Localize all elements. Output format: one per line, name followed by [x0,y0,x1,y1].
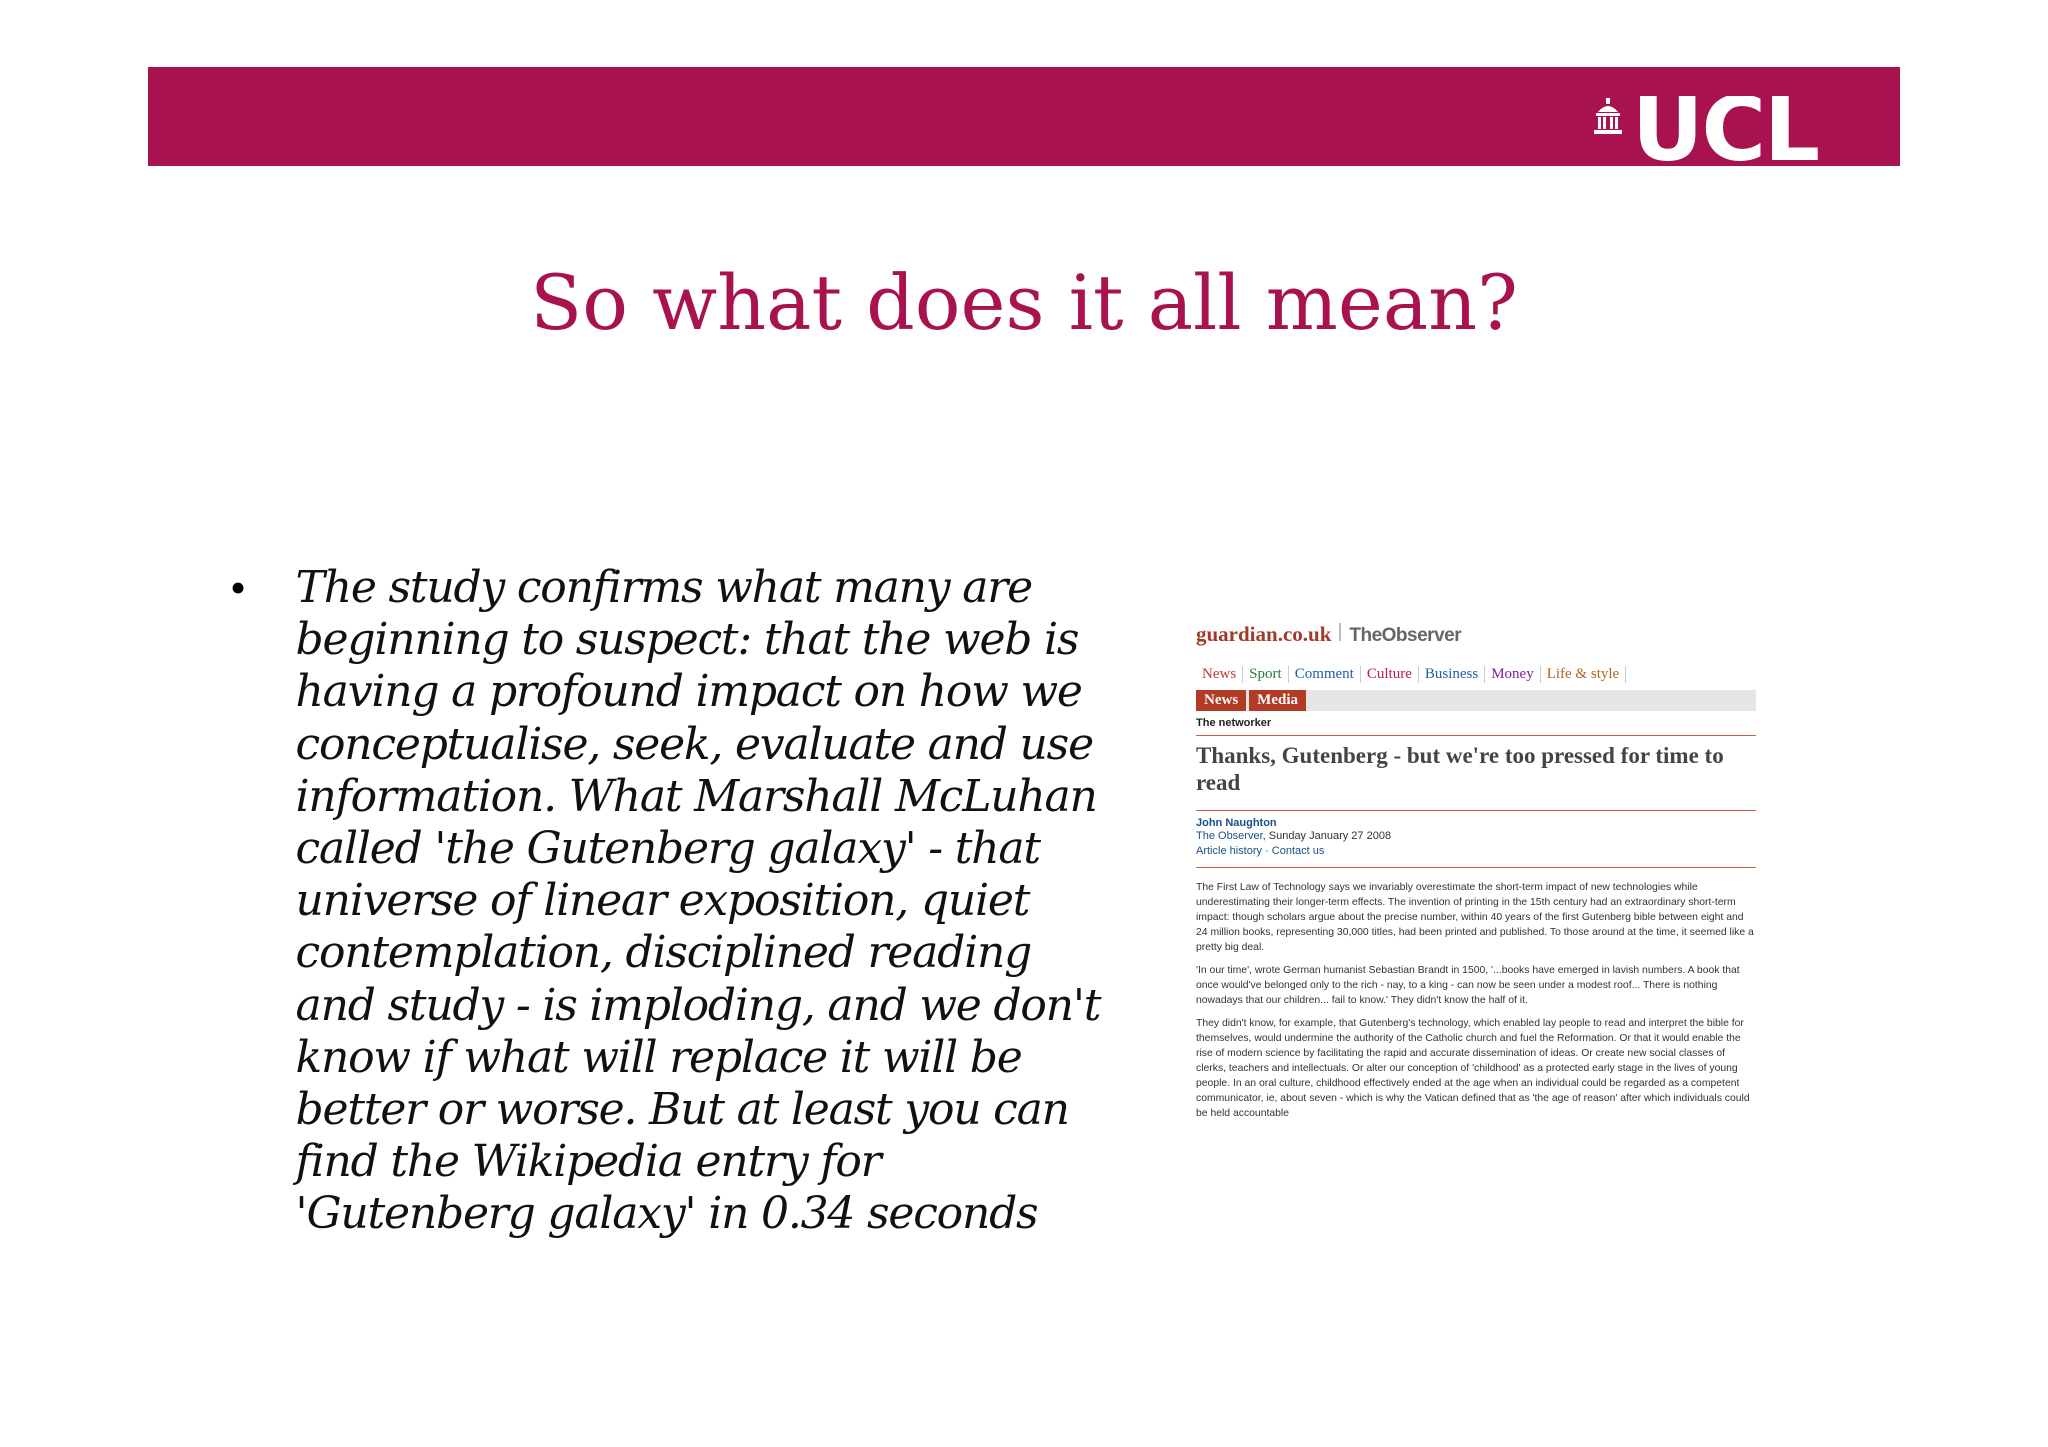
author: John Naughton [1196,817,1277,829]
logo-wordmark: UCL [1632,96,1819,164]
newspaper-clipping [1196,622,1756,1212]
article-headline: Thanks, Gutenberg - but we're too pressed for time to read [1196,743,1724,795]
section-nav [1196,666,1756,683]
paragraph: They didn't know, for example, that Gutenberg's technology, which enabled lay people to read and interpret the bible for themselves, would undermine the authority of the Catholic church and fuel the Reformation. Or that it would enable the rise of modern science by facilitating the rapid and accurate dissemination of ideas. Or create new social classes of clerks, teachers and intellectuals. Or alter our conception of 'childhood' as a protected early stage in the lives of young people. In an oral culture, childhood effectively ended at the age when an individual could be regarded as a competent communicator, ie, about seven - which is why the Vatican defined that as 'the age of reason' after which individuals could be held accountable [1196,1018,1750,1119]
breadcrumb [1196,690,1756,711]
nav-item: Life & style [1541,666,1626,683]
article-links: Article history · Contact us [1196,845,1325,857]
date: , Sunday January 27 2008 [1262,830,1392,842]
bullet-item [230,562,1110,1241]
divider [1196,735,1756,736]
breadcrumb-item: Media [1249,690,1306,711]
masthead-divider [1339,623,1341,641]
nav-item: Comment [1289,666,1361,683]
divider [1196,867,1756,868]
article-body [1196,880,1756,1121]
portico-icon [1590,98,1626,134]
nav-item: Culture [1361,666,1419,683]
site-name: guardian.co.uk [1196,622,1332,646]
bullet-text: The study confirms what many are beginning to suspect: that the web is having a profound impact on how we conceptualise, seek, evaluate and use information. What Marshall McLuhan called 'the Gutenberg galaxy' - that universe of linear exposition, quiet contemplation, disciplined reading and study - is imploding, and we don't know if what will replace it will be better or worse. But at least you can find the Wikipedia entry for 'Gutenberg galaxy' in 0.34 seconds [295,562,1101,1240]
paragraph: 'In our time', wrote German humanist Sebastian Brandt in 1500, '...books have emerged in lavish numbers. A book that once would've belonged only to the rich - nay, to a king - can now be seen under a modest roof... There is nothing nowadays that our children... fail to know.' They didn't know the half of it. [1196,965,1740,1006]
ucl-logo [1590,96,1818,164]
nav-item: Sport [1243,666,1289,683]
slide-title: So what does it all mean? [530,258,1518,347]
nav-item: Business [1419,666,1485,683]
bullet-marker: • [230,562,247,613]
nav-item: News [1196,666,1243,683]
masthead [1196,622,1756,647]
kicker: The networker [1196,717,1272,729]
breadcrumb-item: News [1196,690,1246,711]
publication-line [1196,829,1756,844]
nav-item: Money [1485,666,1541,683]
divider [1196,810,1756,811]
source: The Observer [1196,830,1263,842]
paragraph: The First Law of Technology says we invariably overestimate the short-term impact of new technologies while underestimating their longer-term effects. The invention of printing in the 15th century had an extraordinary short-term impact: though scholars argue about the precise number, within 40 years of the first Gutenberg bible between eight and 24 million books, representing 30,000 titles, had been printed and published. To those around at the time, it seemed like a pretty big deal. [1196,882,1754,953]
paper-name: TheObserver [1349,625,1462,646]
